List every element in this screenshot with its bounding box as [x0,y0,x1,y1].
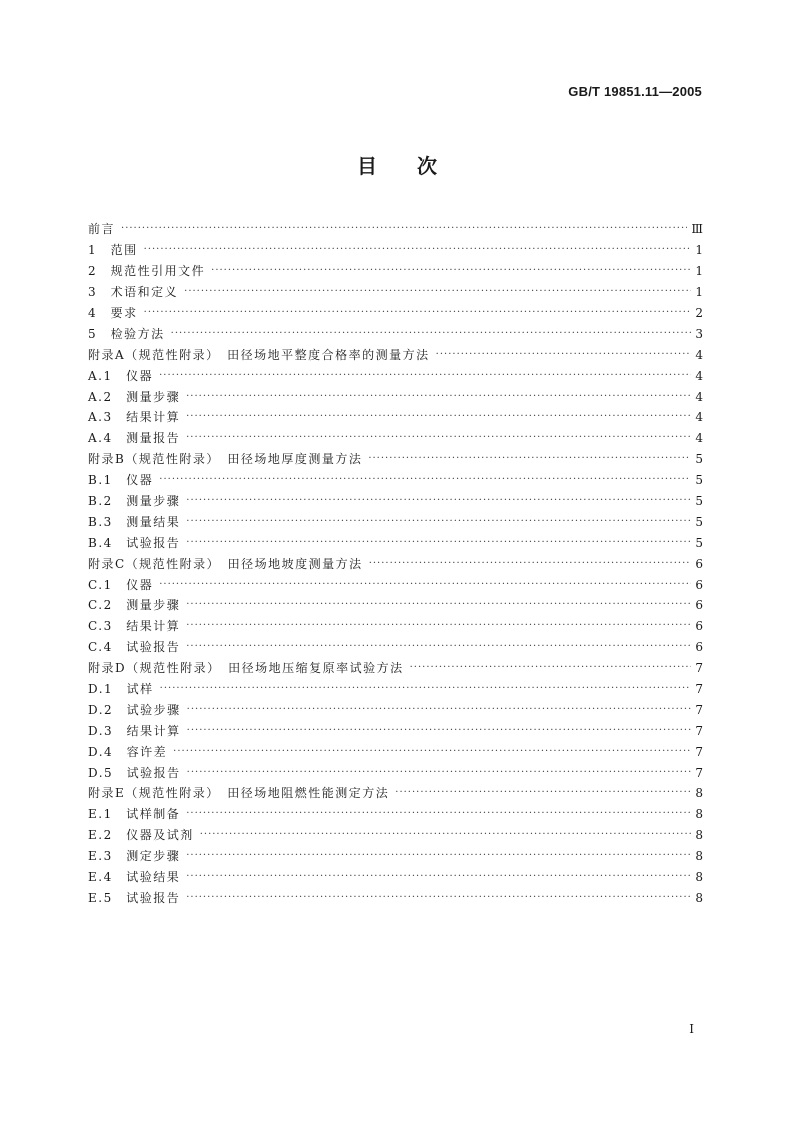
toc-leader-dots [395,788,691,798]
toc-leader-dots [410,663,691,673]
toc-leader-dots [200,830,691,840]
toc-leader-dots [144,308,691,318]
toc-entry-page: 6 [695,619,703,634]
toc-entry-page: 8 [695,890,703,905]
toc-entry-page: 1 [695,285,703,300]
toc-entry-label: 附录D（规范性附录） 田径场地压缩复原率试验方法 [88,661,404,676]
toc-entry[interactable] [88,219,703,240]
toc-entry-page: 7 [695,682,703,697]
toc-entry-label: A.4 测量报告 [88,431,181,446]
toc-entry-page: 2 [695,306,703,320]
toc-entry-page: Ⅲ [691,222,703,237]
toc-entry[interactable] [88,699,703,720]
toc-entry-label: 附录A（规范性附录） 田径场地平整度合格率的测量方法 [88,347,430,362]
toc-entry-label: C.2 测量步骤 [88,598,181,613]
page-title: 目次 [357,154,477,178]
toc-leader-dots [121,224,687,234]
toc-entry-page: 7 [695,723,703,738]
toc-entry-page: 3 [695,326,703,341]
toc-leader-dots [159,475,691,485]
toc-entry[interactable] [88,783,703,804]
toc-entry[interactable] [88,825,703,846]
toc-entry-label: C.3 结果计算 [88,619,181,634]
toc-leader-dots [159,580,691,590]
toc-leader-dots [186,496,691,506]
table-of-contents [88,219,703,908]
toc-leader-dots [171,329,691,339]
toc-entry[interactable] [88,846,703,867]
toc-entry[interactable] [88,365,703,386]
toc-leader-dots [186,642,691,652]
toc-entry-label: B.2 测量步骤 [88,494,181,509]
toc-entry-label: E.4 试验结果 [88,870,181,885]
toc-leader-dots [369,559,691,569]
toc-entry-label: B.3 测量结果 [88,514,181,529]
toc-entry-page: 5 [695,452,703,467]
toc-leader-dots [187,726,691,736]
toc-entry-page: 6 [695,598,703,613]
toc-entry[interactable] [88,261,703,282]
toc-entry-label: 5 检验方法 [88,326,165,341]
toc-entry-page: 1 [695,243,703,258]
toc-entry-page: 8 [695,786,703,801]
toc-entry[interactable] [88,532,703,553]
toc-entry-label: 附录E（规范性附录） 田径场地阻燃性能测定方法 [88,786,390,801]
toc-entry-page: 7 [695,744,703,759]
toc-entry[interactable] [88,511,703,532]
toc-entry-page: 6 [695,640,703,655]
toc-entry-label: 附录C（规范性附录） 田径场地坡度测量方法 [88,556,363,571]
toc-entry[interactable] [88,595,703,616]
toc-entry-page: 5 [695,473,703,488]
toc-leader-dots [187,768,691,778]
toc-entry-label: 附录B（规范性附录） 田径场地厚度测量方法 [88,452,363,467]
toc-entry-page: 8 [695,807,703,822]
toc-entry[interactable] [88,762,703,783]
toc-leader-dots [186,872,691,882]
toc-entry[interactable] [88,470,703,491]
toc-entry[interactable] [88,282,703,303]
toc-leader-dots [186,433,691,443]
toc-entry-label: 前言 [88,222,116,237]
toc-entry[interactable] [88,658,703,679]
toc-entry[interactable] [88,637,703,658]
toc-entry-label: A.3 结果计算 [88,410,181,425]
toc-entry[interactable] [88,240,703,261]
toc-entry-page: 7 [695,702,703,717]
toc-entry-page: 4 [695,368,703,383]
toc-entry[interactable] [88,616,703,637]
toc-entry-page: 8 [695,828,703,843]
toc-leader-dots [184,287,691,297]
toc-leader-dots [186,851,691,861]
toc-entry-label: E.2 仪器及试剂 [88,828,194,843]
toc-entry-label: B.1 仪器 [88,473,154,488]
toc-entry[interactable] [88,867,703,888]
toc-entry-page: 8 [695,870,703,885]
toc-entry-page: 6 [695,577,703,592]
toc-entry-label: A.2 测量步骤 [88,389,181,404]
toc-entry[interactable] [88,344,703,365]
toc-entry-label: 2 规范性引用文件 [88,264,206,279]
toc-entry[interactable] [88,888,703,909]
toc-entry[interactable] [88,303,703,324]
toc-entry[interactable] [88,553,703,574]
toc-entry-page: 4 [695,410,703,425]
toc-entry-page: 6 [695,556,703,571]
toc-entry[interactable] [88,428,703,449]
toc-entry[interactable] [88,407,703,428]
toc-entry-label: D.4 容许差 [88,744,168,759]
toc-leader-dots [368,454,691,464]
toc-entry-label: 1 范围 [88,243,138,258]
toc-leader-dots [144,245,691,255]
toc-entry-label: 4 要求 [88,306,138,320]
toc-entry-label: D.1 试样 [88,682,154,697]
toc-entry-page: 5 [695,535,703,550]
toc-entry-label: C.1 仪器 [88,577,154,592]
toc-entry-label: E.5 试验报告 [88,890,181,905]
toc-entry[interactable] [88,323,703,344]
toc-entry-page: 8 [695,849,703,864]
toc-entry-page: 4 [695,347,703,362]
toc-leader-dots [186,600,691,610]
toc-leader-dots [159,371,691,381]
toc-leader-dots [173,747,691,757]
toc-entry[interactable] [88,720,703,741]
toc-entry-page: 1 [695,264,703,279]
toc-leader-dots [186,392,691,402]
toc-leader-dots [186,809,691,819]
toc-entry-label: E.1 试样制备 [88,807,181,822]
toc-entry[interactable] [88,386,703,407]
toc-leader-dots [186,538,691,548]
toc-leader-dots [187,705,691,715]
toc-entry-label: A.1 仪器 [88,368,154,383]
toc-leader-dots [436,350,691,360]
toc-leader-dots [186,893,691,903]
toc-entry-page: 7 [695,765,703,780]
toc-leader-dots [186,412,691,422]
toc-entry-label: D.5 试验报告 [88,765,181,780]
toc-leader-dots [160,684,691,694]
toc-leader-dots [186,621,691,631]
toc-entry[interactable] [88,804,703,825]
toc-entry[interactable] [88,574,703,595]
toc-entry[interactable] [88,679,703,700]
toc-entry-page: 4 [695,389,703,404]
toc-entry-page: 4 [695,431,703,446]
toc-entry-label: 3 术语和定义 [88,285,179,300]
standard-number: GB/T 19851.11—2005 [568,84,702,99]
toc-entry[interactable] [88,449,703,470]
toc-entry[interactable] [88,741,703,762]
toc-entry[interactable] [88,491,703,512]
toc-entry-label: E.3 测定步骤 [88,849,181,864]
toc-entry-label: B.4 试验报告 [88,535,181,550]
toc-entry-label: D.3 结果计算 [88,723,181,738]
page-number: I [689,1022,694,1036]
toc-leader-dots [186,517,691,527]
toc-entry-page: 5 [695,514,703,529]
toc-entry-label: D.2 试验步骤 [88,702,181,717]
toc-entry-page: 5 [695,494,703,509]
toc-leader-dots [211,266,691,276]
toc-entry-label: C.4 试验报告 [88,640,181,655]
toc-entry-page: 7 [695,661,703,676]
